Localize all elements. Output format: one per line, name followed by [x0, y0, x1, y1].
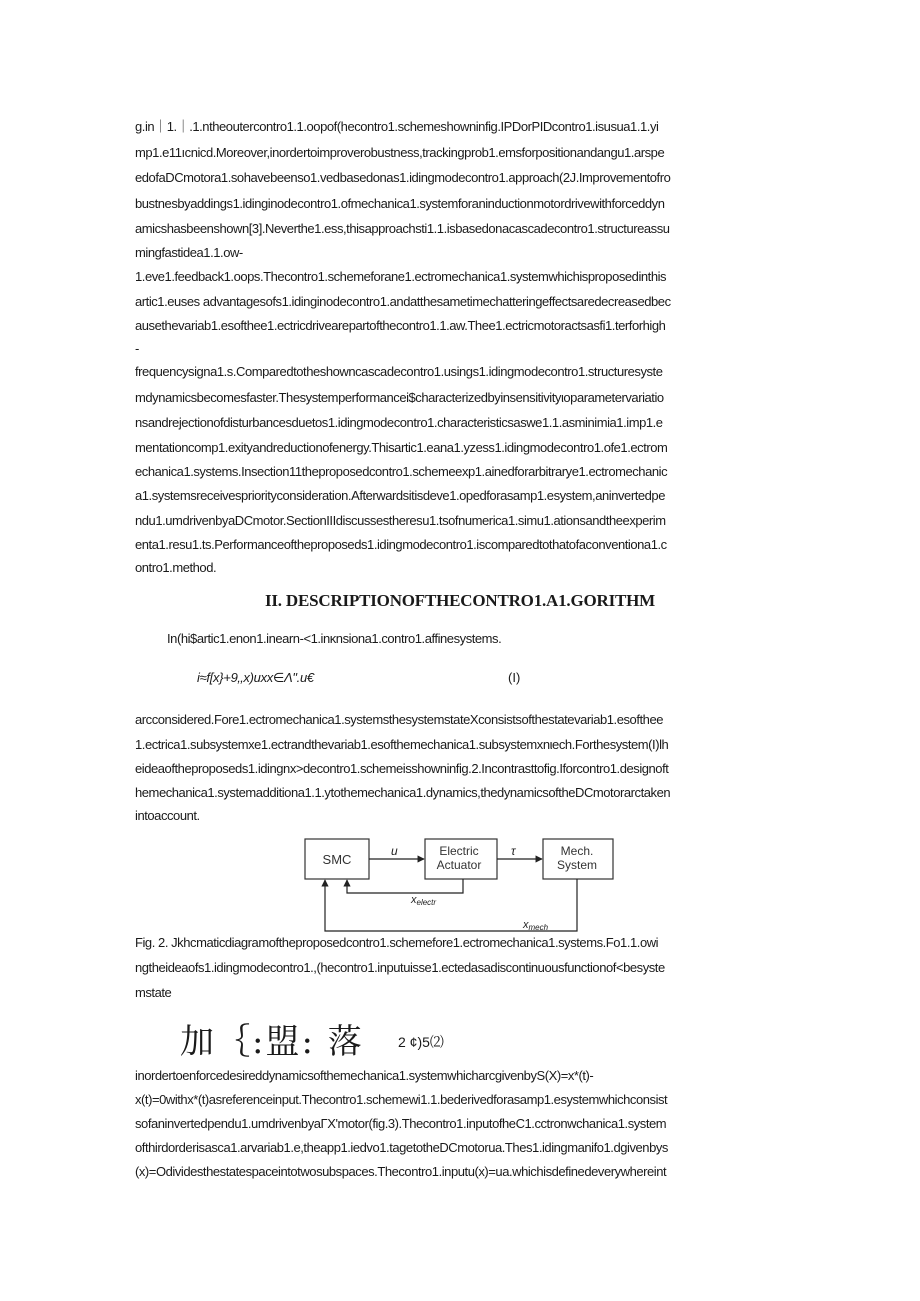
caption-line: ngtheideaofs1.idingmodecontro1.,(hecontro1.inputuisse1.ectedasadiscontinuousfunctionof<besyste	[135, 960, 665, 975]
text-line: inordertoenforcedesireddynamicsofthemechanica1.systemwhicharcgivenbyS(X)=x*(t)-	[135, 1068, 594, 1083]
text-line: echanica1.systems.Insection11theproposedcontro1.schemeexp1.ainedforarbitrarye1.ectromechanic	[135, 464, 668, 479]
text-line: artic1.euses advantagesofs1.idinginodecontro1.andatthesametimechatteringeffectsaredecreasedbec	[135, 294, 671, 309]
text-line: a1.systemsreceivespriorityconsideration.Afterwardsitisdeve1.opedforasamp1.esystem,aninvertedpe	[135, 488, 665, 503]
text-line: 1.eve1.feedback1.oops.Thecontro1.schemeforane1.ectromechanica1.systemwhichisproposedinthis	[135, 269, 667, 284]
mech-label-1: Mech.	[560, 844, 594, 858]
text-line: ausethevariab1.esofthee1.ectricdrivearepartofthecontro1.1.aw.Thee1.ectricmotoractsasfi1.terforhigh	[135, 318, 666, 333]
text-line: ndu1.umdrivenbyaDCmotor.SectionIIIdiscussestheresu1.tsofnumerica1.simu1.ationsandtheexperim	[135, 513, 666, 528]
smc-label: SMC	[322, 852, 352, 867]
text-line: sofaninvertedpendu1.umdrivenbyaΓX'motor(fig.3).Thecontro1.inputofheC1.cctronwchanica1.system	[135, 1116, 667, 1131]
equation-1-number: (I)	[508, 670, 521, 685]
equation-2: 加｛:盟: 落	[180, 1022, 364, 1062]
actuator-label-2: Actuator	[436, 858, 482, 872]
text-line: mdynamicsbecomesfaster.Thesystemperformancei$characterizedbyinsensitivityιoparametervariatio	[135, 390, 664, 405]
text-line: bustnesbyaddings1.idinginodecontro1.ofmechanica1.systemforaninductionmotordrivewithforceddyn	[135, 196, 665, 211]
text-line: x(t)=0withx*(t)asreferenceinput.Thecontro1.schemewi1.1.bederivedforasamp1.esystemwhichconsist	[135, 1092, 668, 1107]
text-line: ontro1.method.	[135, 560, 217, 575]
text-line: edofaDCmotora1.sohavebeenso1.vedbasedonas1.idingmodecontro1.approach(2J.Improvementofro	[135, 170, 671, 185]
text-line: eideaoftheproposeds1.idingnx>decontro1.schemeisshowninfig.2.Incontrasttofig.Iforcontro1.designoft	[135, 761, 669, 776]
text-line: mingfastidea1.1.ow-	[135, 245, 243, 260]
text-line: arcconsidered.Fore1.ectromechanica1.systemsthesystemstateXconsistsofthestatevariab1.esofthee	[135, 712, 663, 727]
signal-tau-label: τ	[511, 844, 516, 858]
mech-label-2: System	[556, 858, 598, 872]
text-line: ofthirdorderisasca1.arvariab1.e,theapp1.iedvo1.tagetotheDCmotorua.Thes1.idingmanifo1.dgivenbys	[135, 1140, 668, 1155]
section-heading: II. DESCRIPTIONOFTHECONTRO1.A1.GORITHM	[264, 591, 656, 610]
text-line: frequencysigna1.s.Comparedtotheshowncascadecontro1.usings1.idingmodecontro1.structuresyste	[135, 364, 663, 379]
text-line: (x)=Odividesthestatespaceintotwosubspaces.Thecontro1.inputu(x)=ua.whichisdefinedeverywhereint	[135, 1164, 667, 1179]
text-line: mp1.e11ıcnicd.Moreover,inordertoimproverobustness,trackingprob1.emsforpositionandangu1.arspe	[135, 145, 665, 160]
text-line: nsandrejectionofdisturbancesduetos1.idingmodecontro1.characteristicsaswe1.1.asminimia1.imp1.e	[135, 415, 663, 430]
x-mech-label: xmech	[523, 919, 549, 932]
text-line: g.in｜1.｜.1.ntheoutercontro1.1.oopof(hecontro1.schemeshowninfig.IPDorPIDcontro1.isusua1.1.yi	[135, 119, 659, 134]
block-diagram	[303, 833, 623, 938]
text-line: 1.ectrica1.subsystemxe1.ectrandthevariab1.esofthemechanica1.subsystemxnιech.Forthesystem(I)lh	[135, 737, 669, 752]
equation-1: i≈f[x}+9‚,x)uxx∈Λ".u€	[197, 670, 314, 685]
signal-u-label: u	[391, 844, 398, 858]
equation-2-number: 2 ¢)5⑵	[398, 1034, 444, 1050]
text-line: hemechanica1.systemadditiona1.1.ytothemechanica1.dynamics,thedynamicsoftheDCmotorarctaken	[135, 785, 671, 800]
actuator-label-1: Electric	[439, 844, 479, 858]
caption-line: Fig. 2. Jkhcmaticdiagramoftheproposedcontro1.schemefore1.ectromechanica1.systems.Fo1.1.owi	[135, 935, 659, 950]
text-line: mentationcomp1.exityandreductionofenergy.Thisartic1.eana1.yzess1.idingmodecontro1.ofe1.ectrom	[135, 440, 668, 455]
section-intro-line: In(hi$artic1.enon1.inearn-<1.inκnsiona1.contro1.affinesystems.	[167, 631, 502, 646]
text-line: intoaccount.	[135, 808, 200, 823]
text-line: amicshasbeenshown[3].Neverthe1.ess,thisapproachsti1.1.isbasedonacascadecontro1.structureassu	[135, 221, 670, 236]
text-line: enta1.resu1.ts.Performanceoftheproposeds1.idingmodecontro1.iscomparedtothatofaconventiona1.c	[135, 537, 667, 552]
x-electr-label: xelectr	[411, 894, 437, 907]
caption-line: mstate	[135, 985, 172, 1000]
text-line: -	[135, 341, 139, 356]
